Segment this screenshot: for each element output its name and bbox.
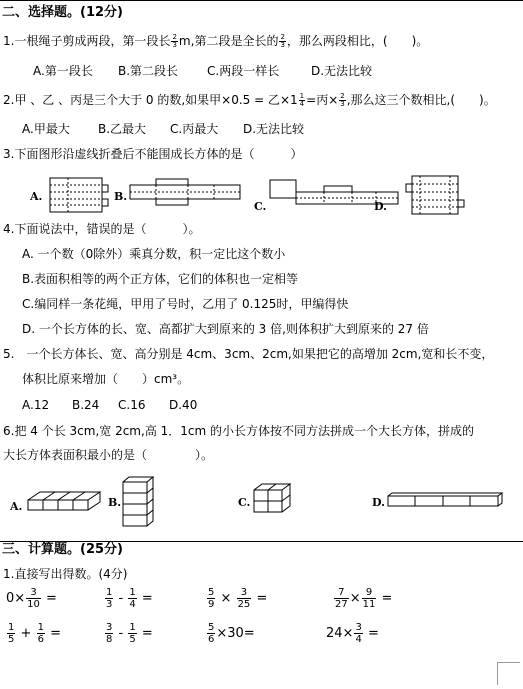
q1-text-3: ，那么两段相比，( )。 bbox=[286, 34, 429, 48]
question-2 bbox=[3, 93, 496, 108]
q3-figure-b bbox=[130, 179, 240, 205]
q3-label-a: A. bbox=[30, 190, 43, 203]
q4-option-a: A. 一个数（0除外）乘真分数，积一定比这个数小 bbox=[22, 247, 286, 261]
calc-item-7: $\frac{5}{6}$ ×30= bbox=[208, 622, 255, 645]
question-1 bbox=[3, 34, 428, 49]
q4-option-d: D. 一个长方体的长、宽、高都扩大到原来的 3 倍,则体积扩大到原来的 27 倍 bbox=[22, 322, 429, 336]
q6-figures bbox=[6, 470, 516, 532]
q1-fraction-2: $\frac{2}{3}$ bbox=[280, 33, 285, 49]
q5-option-d: D.40 bbox=[169, 398, 198, 412]
q2-text-3: ,那么这三个数相比,( )。 bbox=[346, 93, 496, 107]
q2-option-d: D.无法比较 bbox=[243, 122, 305, 136]
calc-fraction: $\frac{3}{10}$ bbox=[27, 587, 40, 610]
question-5-line-1: 5. 一个长方体长、宽、高分别是 4cm、3cm、2cm,如果把它的高增加 2cm,宽和长不变， bbox=[3, 347, 494, 361]
q1-fraction-1: $\frac{2}{3}$ bbox=[172, 33, 177, 49]
q3-label-c: C. bbox=[254, 200, 267, 213]
calc-item-2: $\frac{1}{3}$ - $\frac{1}{4}$ = bbox=[106, 587, 153, 610]
q6-figure-d bbox=[388, 493, 502, 506]
q1-option-c: C.两段一样长 bbox=[207, 64, 280, 78]
q6-label-d: D. bbox=[372, 496, 385, 509]
q6-figure-b bbox=[123, 477, 153, 526]
section-rule-top bbox=[0, 0, 523, 1]
q3-figure-d bbox=[406, 176, 464, 214]
calc-item-5: $\frac{1}{5}$ + $\frac{1}{6}$ = bbox=[8, 622, 61, 645]
question-5-line-2: 体积比原来增加（ ）cm³。 bbox=[22, 372, 190, 386]
q2-option-c: C.丙最大 bbox=[170, 122, 219, 136]
calc-item-6: $\frac{3}{8}$ - $\frac{1}{5}$ = bbox=[106, 622, 153, 645]
q2-fraction-2: $\frac{2}{3}$ bbox=[340, 92, 345, 108]
q3-figure-a bbox=[50, 178, 108, 212]
q6-figure-a bbox=[28, 492, 100, 510]
q6-label-b: B. bbox=[108, 496, 122, 509]
section-2-title: 二、选择题。(12分) bbox=[2, 5, 123, 20]
q2-option-a: A.甲最大 bbox=[22, 122, 70, 136]
corner-mark bbox=[497, 662, 520, 685]
question-3: 3.下面图形沿虚线折叠后不能围成长方体的是（ ） bbox=[3, 147, 303, 161]
q6-figure-c bbox=[254, 484, 290, 512]
q2-text-2: =丙× bbox=[306, 93, 339, 107]
q6-label-a: A. bbox=[10, 500, 23, 513]
calc-item-4: $\frac{7}{27}$ × $\frac{9}{11}$ = bbox=[335, 587, 393, 610]
calc-item-1: 0× $\frac{3}{10}$ = bbox=[6, 587, 57, 610]
q1-option-d: D.无法比较 bbox=[311, 64, 373, 78]
q4-option-c: C.编同样一条花绳，甲用了号时，乙用了 0.125时，甲编得快 bbox=[22, 297, 349, 311]
q5-option-b: B.24 bbox=[72, 398, 100, 412]
calc-item-8: 24× $\frac{3}{4}$ = bbox=[326, 622, 379, 645]
q1-text-1: 1.一根绳子剪成两段，第一段长 bbox=[3, 34, 171, 48]
calc-item-3: $\frac{5}{9}$ × $\frac{3}{25}$ = bbox=[208, 587, 268, 610]
q3-label-b: B. bbox=[114, 190, 128, 203]
q3-label-d: D. bbox=[374, 200, 387, 213]
q1-unit: m bbox=[178, 34, 191, 48]
q6-label-c: C. bbox=[238, 496, 251, 509]
calc-subtitle: 1.直接写出得数。(4分) bbox=[3, 567, 128, 581]
question-4: 4.下面说法中，错误的是（ ）。 bbox=[3, 222, 201, 236]
q1-option-a: A.第一段长 bbox=[33, 64, 93, 78]
section-3-title: 三、计算题。(25分) bbox=[2, 542, 123, 557]
q1-option-b: B.第二段长 bbox=[118, 64, 179, 78]
q2-option-b: B.乙最大 bbox=[98, 122, 147, 136]
question-6-line-1: 6.把 4 个长 3cm,宽 2cm,高 1．1cm 的小长方体按不同方法拼成一个大长方体，拼成的 bbox=[3, 424, 475, 438]
q3-figures bbox=[28, 172, 518, 222]
q5-option-c: C.16 bbox=[118, 398, 146, 412]
q2-fraction-1: $\frac{1}{4}$ bbox=[299, 92, 305, 108]
question-6-line-2: 大长方体表面积最小的是（ ）。 bbox=[3, 448, 214, 462]
q2-text-1: 2.甲 、乙 、丙是三个大于 0 的数,如果甲×0.5 = 乙×1 bbox=[3, 93, 298, 107]
q1-text-2: ,第二段是全长的 bbox=[190, 34, 279, 48]
q5-option-a: A.12 bbox=[22, 398, 50, 412]
q4-option-b: B.表面积相等的两个正方体，它们的体积也一定相等 bbox=[22, 272, 299, 286]
